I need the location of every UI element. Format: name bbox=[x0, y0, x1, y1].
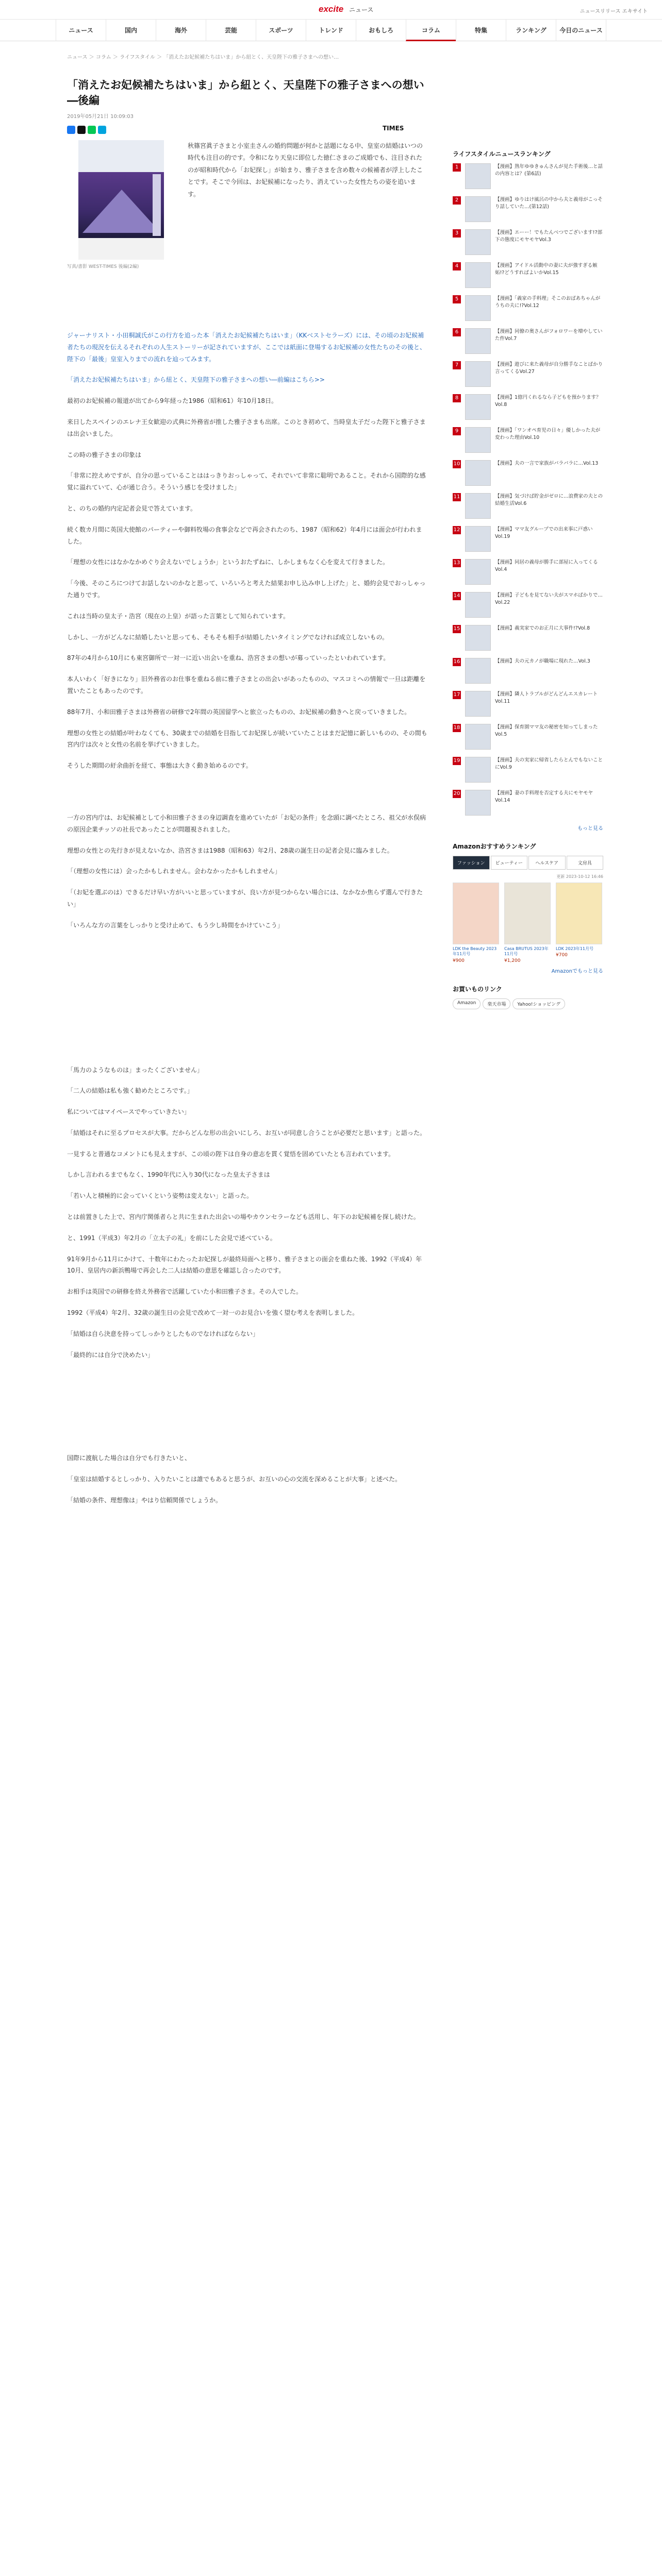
site-logo[interactable] bbox=[319, 4, 373, 14]
ranking-item[interactable] bbox=[453, 724, 603, 755]
ranking-thumbnail bbox=[465, 658, 491, 684]
article-paragraph: 「結婚はそれに至るプロセスが大事。だからどんな形の出会いにしろ、お互いが同意し合うことが必要だと思います」と語った。 bbox=[67, 1129, 426, 1137]
line-share-icon[interactable] bbox=[88, 126, 96, 134]
section-gap bbox=[67, 1370, 428, 1452]
ranking-item[interactable] bbox=[453, 592, 603, 623]
shop-tags bbox=[453, 998, 603, 1009]
article-paragraph: 「今後、そのころにつけてお話しないのかなと思って、いろいろと考えた結果お申し込み申し上げた」と、婚約会見でおっしゃった通りです。 bbox=[67, 580, 426, 599]
ranking-more-link[interactable]: もっと見る bbox=[577, 826, 603, 832]
rank-number: 9 bbox=[453, 427, 461, 435]
rank-number: 17 bbox=[453, 691, 461, 699]
nav-item[interactable]: 海外 bbox=[156, 20, 206, 41]
article-paragraph: 一方の宮内庁は、お妃候補として小和田雅子さまの身辺調査を進めていたが「お妃の条件」を念頭に調べたところ、祖父が水俣病の原因企業チッソの社長であったことが問題視されました。 bbox=[67, 814, 426, 833]
ranking-title-text: 【漫画】熟年ゆゆきゅんさんが見た手術後…と話の内容とは？(第6話) bbox=[495, 164, 603, 177]
rank-number: 13 bbox=[453, 559, 461, 567]
article-paragraph: 91年9月から11月にかけて、十数年にわたったお妃探しが最終局面へと移り、雅子さまとの面会を重ねた後、1992（平成4）年10月、皇居内の新浜鴨場で再会した二人は結婚の意思を確認し合ったのです。 bbox=[67, 1255, 422, 1275]
ranking-thumbnail bbox=[465, 394, 491, 420]
ranking-thumbnail bbox=[465, 691, 491, 717]
site-header bbox=[0, 0, 662, 41]
article-paragraph: 「非常に控えめですが、自分の思っていることははっきりおっしゃって、それでいて非常に聡明であること。それから国際的な感覚に溢れていて、心が通じ合う。そういう感じを受けました」 bbox=[67, 472, 426, 492]
ranking-thumbnail bbox=[465, 757, 491, 783]
ranking-item[interactable] bbox=[453, 757, 603, 788]
amazon-item-title: LDK 2023年11月号 bbox=[556, 946, 593, 951]
ranking-item[interactable] bbox=[453, 328, 603, 359]
ranking-thumbnail bbox=[465, 790, 491, 816]
ranking-title-text: 【漫画】同僚の奥さんがフォロワーを増やしていた件Vol.7 bbox=[495, 329, 603, 342]
ranking-title-text: 【漫画】夫の一言で家族がバラバラに…Vol.13 bbox=[495, 461, 599, 466]
section-gap bbox=[67, 941, 428, 1064]
magazine-cover-image bbox=[504, 883, 551, 944]
shop-title: お買いものリンク bbox=[453, 985, 502, 993]
ranking-thumbnail bbox=[465, 493, 491, 519]
article-paragraph: 「理想の女性にはなかなかめぐり会えないでしょうか」というおたずねに、しかしまもなく心を変えて行きました。 bbox=[67, 558, 389, 566]
rank-number: 6 bbox=[453, 328, 461, 336]
ranking-title-text: 【漫画】1億円くれるなら子どもを預かります？Vol.8 bbox=[495, 395, 601, 408]
ranking-title-text: 【漫画】アイドル活動中の妻に夫が強すぎる嫉妬!?どうすればよいかVol.15 bbox=[495, 263, 598, 276]
ranking-item[interactable] bbox=[453, 262, 603, 293]
amazon-tab[interactable]: 文房具 bbox=[567, 856, 604, 870]
nav-item[interactable]: おもしろ bbox=[356, 20, 406, 41]
ranking-title-text: 【漫画】夫の実家に帰省したらとんでもないことにVol.9 bbox=[495, 757, 603, 770]
section-gap bbox=[67, 781, 428, 812]
book-cover-image bbox=[78, 140, 164, 260]
ranking-thumbnail bbox=[465, 295, 491, 321]
amazon-item-price: ¥700 bbox=[556, 953, 568, 958]
article-paragraph: 「最終的には自分で決めたい」 bbox=[67, 1351, 154, 1359]
article-paragraph[interactable]: 「消えたお妃候補たちはいま」から紐とく、天皇陛下の雅子さまへの想い―前編はこちら>> bbox=[67, 376, 325, 384]
nav-item[interactable]: 芸能 bbox=[206, 20, 256, 41]
nav-item[interactable]: スポーツ bbox=[256, 20, 306, 41]
nav-item[interactable]: コラム bbox=[406, 20, 456, 41]
rank-number: 4 bbox=[453, 262, 461, 270]
magazine-cover-image bbox=[453, 883, 499, 944]
article-paragraph: 国際に渡航した場合は自分でも行きたいと、 bbox=[67, 1454, 191, 1462]
ranking-title-text: 【漫画】子どもを見てない夫がスマホばかりで…Vol.22 bbox=[495, 592, 603, 605]
amazon-tabs bbox=[453, 856, 603, 870]
article-paragraph: 「結婚は自ら決意を持ってしっかりとしたものでなければならない」 bbox=[67, 1330, 259, 1337]
ranking-thumbnail bbox=[465, 163, 491, 189]
article-paragraph: これは当時の皇太子・浩宮（現在の上皇）が語った言葉として知られています。 bbox=[67, 612, 290, 620]
article-paragraph: 「（理想の女性には）会ったかもしれません。会わなかったかもしれません」 bbox=[67, 868, 281, 875]
article-paragraph: お相手は英国での研修を終え外務省で活躍していた小和田雅子さま。その人でした。 bbox=[67, 1288, 303, 1296]
ranking-item[interactable] bbox=[453, 658, 603, 689]
rank-number: 11 bbox=[453, 493, 461, 501]
ranking-thumbnail bbox=[465, 262, 491, 288]
article-paragraph: そうした期間の紆余曲折を経て、事態は大きく動き始めるのです。 bbox=[67, 762, 252, 770]
ranking-thumbnail bbox=[465, 229, 491, 255]
article-image bbox=[67, 140, 175, 269]
amazon-item[interactable] bbox=[504, 883, 551, 963]
rank-number: 19 bbox=[453, 757, 461, 765]
amazon-item[interactable] bbox=[453, 883, 499, 963]
article-paragraph: 続く数カ月間に英国大使館のパーティーや御料牧場の食事会などで再会されたのち、1987（昭和62）年4月には面会が行われました。 bbox=[67, 526, 422, 545]
article-paragraph: 1992（平成4）年2月、32歳の誕生日の会見で改めて一対一のお見合いを強く望む考えを表明しました。 bbox=[67, 1309, 359, 1317]
amazon-item-title: Casa BRUTUS 2023年11月号 bbox=[504, 946, 549, 957]
ranking-thumbnail bbox=[465, 526, 491, 552]
ranking-item[interactable] bbox=[453, 196, 603, 227]
ranking-title-text: 【漫画】妻の手料理を否定する夫にモヤモヤVol.14 bbox=[495, 790, 593, 803]
amazon-item-price: ¥1,200 bbox=[504, 958, 521, 963]
rank-number: 20 bbox=[453, 790, 461, 798]
article-title: 「消えたお妃候補たちはいま」から紐とく、天皇陛下の雅子さまへの想い―後編 bbox=[67, 79, 424, 107]
ranking-thumbnail bbox=[465, 625, 491, 651]
ranking-thumbnail bbox=[465, 328, 491, 354]
amazon-title: Amazonおすすめランキング bbox=[453, 843, 536, 850]
top-links[interactable]: ニュースリリース エキサイト bbox=[580, 9, 648, 14]
rank-number: 7 bbox=[453, 361, 461, 369]
ranking-title-text: 【漫画】エーー！でもたんべつでございます!?部下の態度にモヤモヤVol.3 bbox=[495, 230, 603, 243]
ranking-title-text: 【漫画】「ワンオペ育児の日々」優しかった夫が変わった理由Vol.10 bbox=[495, 428, 601, 440]
ranking-title-text: 【漫画】隣人トラブルがどんどんエスカレートVol.11 bbox=[495, 691, 598, 704]
article-paragraph: ジャーナリスト・小田桐誠氏がこの行方を追った本「消えたお妃候補たちはいま」（KKベストセラーズ）には、その頃のお妃候補者たちの現況を伝えるそれぞれの人生ストーリーが記されていますが、ここでは紙面に登場するお妃候補の女性たちのその後と、陛下の「最後」皇室入りまでの流れを辿ってみます。 bbox=[67, 332, 426, 363]
amazon-updated: 更新 2023-10-12 16:46 bbox=[556, 874, 603, 879]
ranking-title-text: 【漫画】夫の元カノが職場に現れた…Vol.3 bbox=[495, 658, 590, 664]
ranking-title: ライフスタイルニュースランキング bbox=[453, 150, 551, 158]
shop-tag[interactable]: 楽天市場 bbox=[483, 998, 510, 1009]
article-paragraph: 「馬力のようなものは」まったくございません」 bbox=[67, 1066, 204, 1074]
article-paragraph: 最初のお妃候補の報道が出てから9年経った1986（昭和61）年10月18日。 bbox=[67, 397, 277, 405]
article-paragraph: 「若い人と積極的に会っていくという姿勢は変えない」と語った。 bbox=[67, 1192, 253, 1200]
ranking-item[interactable] bbox=[453, 559, 603, 590]
ranking-title-text: 【漫画】ママ友グループでの出来事に戸惑いVol.19 bbox=[495, 527, 593, 539]
article bbox=[67, 77, 428, 1504]
ranking-item[interactable] bbox=[453, 295, 603, 326]
logo-mark: excite bbox=[319, 4, 344, 14]
hatena-share-icon[interactable] bbox=[98, 126, 106, 134]
ranking-item[interactable] bbox=[453, 394, 603, 425]
article-paragraph: 87年の4月から10月にも東宮御所で一対一に近い出会いを重ね、浩宮さまの想いが募っていったといわれています。 bbox=[67, 654, 390, 662]
main-nav bbox=[0, 20, 662, 41]
ranking-thumbnail bbox=[465, 559, 491, 585]
article-paragraph: 理想の女性との結婚が叶わなくても、30歳までの結婚を目指してお妃探しが続いていたことはまだ記憶に新しいものの、その間も宮内庁は次々と女性の名前を挙げていきました。 bbox=[67, 729, 427, 749]
ranking-thumbnail bbox=[465, 427, 491, 453]
rank-number: 18 bbox=[453, 724, 461, 732]
article-paragraph: 88年7月、小和田雅子さまは外務省の研修で2年間の英国留学へと旅立ったものの、お妃候補の動きへと戻っていきました。 bbox=[67, 708, 411, 716]
ranking-thumbnail bbox=[465, 361, 491, 387]
ranking-item[interactable] bbox=[453, 163, 603, 194]
article-paragraph: と、1991（平成3）年2月の「立太子の礼」を前にした会見で述べている。 bbox=[67, 1234, 276, 1242]
article-paragraph: 「二人の結婚は私も強く勧めたところです。」 bbox=[67, 1087, 193, 1095]
ranking-thumbnail bbox=[465, 196, 491, 222]
ranking-item[interactable] bbox=[453, 427, 603, 458]
article-paragraph: しかし、一方がどんなに結婚したいと思っても、そもそも相手が結婚したいタイミングでなければ成立しないもの。 bbox=[67, 633, 389, 641]
ranking-title-text: 【漫画】同居の義母が勝手に部屋に入ってくるVol.4 bbox=[495, 560, 598, 572]
rank-number: 10 bbox=[453, 460, 461, 468]
article-paragraph: 「いろんな方の言葉をしっかりと受け止めて、もう少し時間をかけていこう」 bbox=[67, 921, 284, 929]
ranking-item[interactable] bbox=[453, 691, 603, 722]
ranking-item[interactable] bbox=[453, 229, 603, 260]
shop-tag[interactable]: Amazon bbox=[453, 998, 481, 1009]
ranking-item[interactable] bbox=[453, 361, 603, 392]
breadcrumb[interactable]: ニュース ＞ コラム ＞ ライフスタイル ＞ 「消えたお妃候補たちはいま」から紐とく、天皇陛下の雅子さまへの想い… bbox=[67, 55, 339, 60]
ranking-thumbnail bbox=[465, 592, 491, 618]
article-paragraph: 理想の女性との先行きが見えないなか、浩宮さまは1988（昭和63）年2月、28歳の誕生日の記者会見に臨みました。 bbox=[67, 846, 393, 854]
ranking-title-text: 【漫画】気づけば貯金がゼロに…浪費家の夫との結婚生活Vol.6 bbox=[495, 494, 603, 506]
ranking-title-text: 【漫画】遊びに来た義母が自分勝手なことばかり言ってくるVol.27 bbox=[495, 362, 603, 375]
article-lead: 秋篠宮眞子さまと小室圭さんの婚約問題が何かと話題になる中、皇室の結婚はいつの時代も注目の的です。令和になり天皇に即位した徳仁さまのご成婚でも、注目されたのが昭和時代から「お妃探し」が始まり、雅子さまを含め数々の候補者が浮上したことです。そこで今回は、お妃候補になったり、消えていった女性たちの姿を追います。 bbox=[188, 142, 423, 198]
amazon-items bbox=[453, 883, 603, 963]
nav-item[interactable]: トレンド bbox=[306, 20, 356, 41]
nav-item[interactable]: ニュース bbox=[56, 20, 106, 41]
ranking-title-text: 【漫画】ゆりはけ風呂の中から夫と義母がこっそり話していた…(第12話) bbox=[495, 197, 603, 210]
article-paragraph: 「（お妃を選ぶのは）できるだけ早い方がいいと思っていますが、良い方が見つからない場合には、なかなか焦らず選んで行きたい」 bbox=[67, 889, 423, 908]
article-paragraph: この時の雅子さまの印象は bbox=[67, 451, 142, 459]
amazon-more-link[interactable]: Amazonでもっと見る bbox=[551, 968, 603, 974]
ranking-item[interactable] bbox=[453, 460, 603, 491]
article-paragraph: 「皇室は結婚するとしっかり、入りたいことは誰でもあると思うが、お互いの心の交流を深めることが大事」と述べた。 bbox=[67, 1476, 402, 1483]
sidebar bbox=[453, 149, 603, 1009]
amazon-tab[interactable]: ビューティー bbox=[491, 856, 528, 870]
rank-number: 2 bbox=[453, 196, 461, 205]
ranking-item[interactable] bbox=[453, 790, 603, 821]
article-paragraph: 一見すると普通なコメントにも見えますが、この頃の陛下は自身の意志を貫く覚悟を固めていたとも言われています。 bbox=[67, 1150, 395, 1158]
amazon-item-price: ¥900 bbox=[453, 958, 465, 963]
ranking-item[interactable] bbox=[453, 493, 603, 524]
rank-number: 5 bbox=[453, 295, 461, 303]
image-caption: 写真/書影 WEST-TIMES 後編(2編) bbox=[67, 264, 139, 269]
share-buttons bbox=[67, 126, 106, 134]
source-logo: TIMES bbox=[383, 125, 404, 132]
article-paragraph: 私についてはマイペースでやっていきたい」 bbox=[67, 1108, 190, 1116]
nav-item[interactable]: 今日のニュース bbox=[556, 20, 606, 41]
rank-number: 16 bbox=[453, 658, 461, 666]
shop-tag[interactable]: Yahoo!ショッピング bbox=[512, 998, 565, 1009]
rank-number: 8 bbox=[453, 394, 461, 402]
ranking-thumbnail bbox=[465, 724, 491, 750]
ranking-title-text: 【漫画】保育園ママ友の秘密を知ってしまったVol.5 bbox=[495, 724, 598, 737]
top-bar bbox=[0, 0, 662, 20]
article-body bbox=[67, 330, 428, 1516]
rank-number: 14 bbox=[453, 592, 461, 600]
article-paragraph: しかし言われるまでもなく、1990年代に入り30代になった皇太子さまは bbox=[67, 1171, 270, 1179]
article-paragraph: 「結婚の条件、理想像は」やはり信頼関係でしょうか。 bbox=[67, 1497, 222, 1504]
nav-item[interactable]: ランキング bbox=[506, 20, 556, 41]
ranking-list bbox=[453, 163, 603, 821]
article-date: 2019年05月21日 10:09:03 bbox=[67, 113, 134, 120]
ranking-item[interactable] bbox=[453, 526, 603, 557]
amazon-tab[interactable]: ファッション bbox=[453, 856, 490, 870]
article-paragraph: と、のちの婚約内定記者会見で答えています。 bbox=[67, 504, 197, 512]
amazon-item[interactable] bbox=[556, 883, 602, 963]
facebook-share-icon[interactable] bbox=[67, 126, 75, 134]
nav-item[interactable]: 特集 bbox=[456, 20, 506, 41]
rank-number: 12 bbox=[453, 526, 461, 534]
logo-section: ニュース bbox=[349, 6, 374, 13]
article-paragraph: 来日したスペインのエレナ王女歓迎の式典に外務省が推した雅子さまも出席。このとき初めて、当時皇太子だった陛下と雅子さまは出会いました。 bbox=[67, 418, 426, 437]
x-share-icon[interactable] bbox=[77, 126, 86, 134]
ranking-item[interactable] bbox=[453, 625, 603, 656]
article-paragraph: 本人いわく「好きになり」旧外務省のお仕事を重ねる前に雅子さまとの出会いがあったものの、マスコミへの情報で一旦は距離を置いたこともあったのです。 bbox=[67, 675, 426, 694]
rank-number: 1 bbox=[453, 163, 461, 172]
ranking-title-text: 【漫画】義実家でのお正月に大事件!?Vol.8 bbox=[495, 625, 590, 631]
rank-number: 3 bbox=[453, 229, 461, 238]
amazon-item-title: LDK the Beauty 2023年11月号 bbox=[453, 946, 497, 957]
ranking-title-text: 【漫画】「義家の手料理」そこのおばあちゃんがうちの夫に!?Vol.12 bbox=[495, 296, 601, 309]
ranking-thumbnail bbox=[465, 460, 491, 486]
amazon-tab[interactable]: ヘルスケア bbox=[528, 856, 566, 870]
rank-number: 15 bbox=[453, 625, 461, 633]
article-paragraph: とは前置きした上で、宮内庁関係者らと共に生まれた出会いの場やカウンセラーなども活用し、年下のお妃候補を探し続けた。 bbox=[67, 1213, 420, 1221]
magazine-cover-image bbox=[556, 883, 602, 944]
nav-item[interactable]: 国内 bbox=[106, 20, 156, 41]
